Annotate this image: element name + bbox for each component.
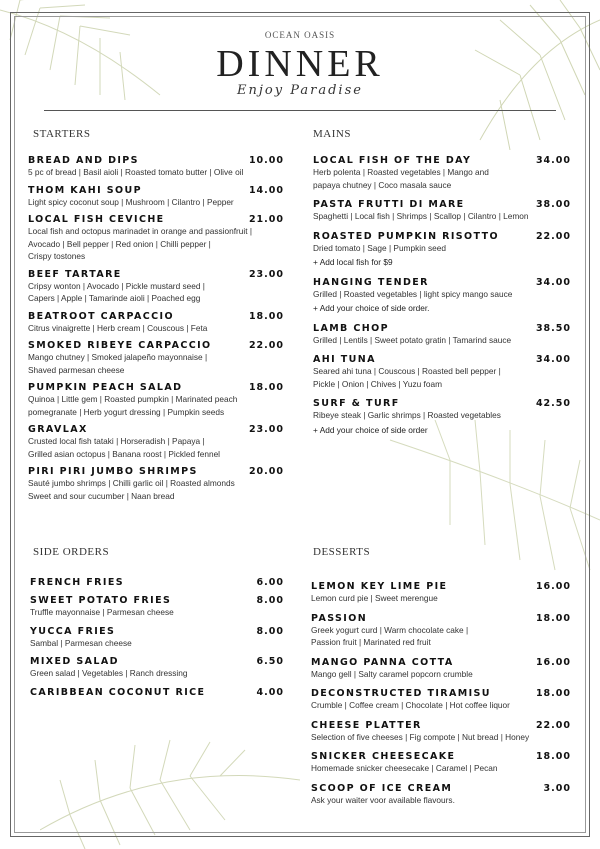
menu-item-description: Spaghetti | Local fish | Shrimps | Scallop | Cilantro | Lemon [313, 211, 529, 221]
menu-item-header [313, 231, 571, 242]
menu-item [28, 311, 284, 335]
menu-item-header [28, 424, 284, 435]
menu-item-price: 18.00 [535, 688, 571, 699]
menu-item-name: ROASTED PUMPKIN RISOTTO [313, 230, 499, 242]
menu-item [311, 581, 571, 605]
menu-item-price: 38.50 [535, 322, 571, 334]
menu-item-price: 16.00 [535, 656, 571, 668]
menu-item-name: BEEF TARTARE [28, 268, 122, 280]
menu-item [311, 657, 571, 681]
tagline: Enjoy Paradise [237, 83, 363, 98]
menu-item-price: 22.00 [248, 340, 284, 351]
menu-item-name: DECONSTRUCTED TIRAMISU [311, 688, 491, 699]
menu-item-header [311, 581, 571, 592]
menu-item-name: SWEET POTATO FRIES [30, 595, 172, 606]
menu-item-price: 6.50 [256, 656, 284, 667]
menu-item-name: PASSION [311, 612, 368, 624]
menu-item-name: AHI TUNA [313, 354, 376, 365]
menu-item-price: 10.00 [248, 155, 284, 166]
starters-list [28, 155, 284, 508]
menu-item-header [28, 269, 284, 280]
menu-item-name: GRAVLAX [28, 424, 88, 435]
menu-item [28, 340, 284, 376]
menu-item-description: Sweet and sour cucumber | Naan bread [28, 490, 175, 501]
menu-item-price: 23.00 [248, 268, 284, 280]
menu-item-description: Greek yogurt curd | Warm chocolate cake | [311, 624, 469, 635]
menu-item-description: Seared ahi tuna | Couscous | Roasted bell pepper | [313, 366, 501, 376]
menu-item [28, 382, 284, 418]
menu-item-description: Grilled asian octopus | Banana roost | Pickled fennel [28, 448, 221, 459]
menu-item [311, 613, 571, 649]
side-orders-heading: SIDE ORDERS [33, 546, 110, 558]
starters-heading: STARTERS [33, 128, 91, 140]
menu-item-description: Grilled | Roasted vegetables | light spicy mango sauce [313, 288, 513, 299]
menu-item [30, 687, 284, 698]
menu-item-description: 5 pc of bread | Basil aioli | Roasted tomato butter | Olive oil [28, 167, 244, 177]
menu-item [313, 199, 571, 223]
menu-item-header [28, 382, 284, 393]
menu-item-price: 34.00 [535, 276, 571, 288]
menu-item-price: 34.00 [535, 155, 571, 166]
menu-item [313, 155, 571, 191]
menu-item-price: 18.00 [535, 751, 571, 762]
menu-item-description: Quinoa | Little gem | Roasted pumpkin | Marinated peach [28, 394, 238, 404]
menu-item-price: 14.00 [248, 184, 284, 196]
menu-item-description: Cripsy wonton | Avocado | Pickle mustard seed | [28, 280, 205, 291]
menu-item [313, 354, 571, 390]
menu-item-description: Sauté jumbo shrimps | Chilli garlic oil | Roasted almonds [28, 478, 235, 488]
menu-item [313, 231, 571, 269]
menu-item-name: PASTA FRUTTI DI MARE [313, 199, 465, 210]
menu-item-price: 16.00 [535, 581, 571, 592]
menu-item-header [313, 398, 571, 409]
menu-item-price: 18.00 [248, 310, 284, 322]
menu-item-name: BEATROOT CARPACCIO [28, 310, 174, 322]
menu-item-name: SURF & TURF [313, 398, 400, 409]
menu-item [313, 277, 571, 315]
menu-item-header [311, 783, 571, 794]
menu-item-description: Light spicy coconut soup | Mushroom | Cilantro | Pepper [28, 196, 234, 207]
menu-item-price: 18.00 [535, 612, 571, 624]
menu-item [311, 783, 571, 807]
menu-item-header [313, 199, 571, 210]
menu-item-note: + Add local fish for $9 [313, 257, 393, 267]
menu-item-name: LAMB CHOP [313, 322, 389, 334]
menu-item [28, 424, 284, 460]
menu-item-header [313, 354, 571, 365]
menu-item-price: 23.00 [248, 424, 284, 435]
side-orders-list [30, 577, 284, 705]
menu-item-header [30, 577, 284, 588]
header-divider [44, 110, 556, 111]
menu-item-description: Lemon curd pie | Sweet merengue [311, 593, 438, 603]
menu-item-header [28, 214, 284, 225]
menu-item-description: Crumble | Coffee cream | Chocolate | Hot coffee liquor [311, 700, 510, 710]
menu-item-name: BREAD AND DIPS [28, 155, 139, 166]
menu-item [28, 214, 284, 263]
menu-item [28, 466, 284, 502]
menu-item-header [28, 311, 284, 322]
menu-item-name: MIXED SALAD [30, 656, 119, 667]
menu-item-price: 38.00 [535, 199, 571, 210]
menu-item-note: + Add your choice of side order. [313, 303, 430, 313]
menu-item [28, 155, 284, 179]
menu-item-description: Green salad | Vegetables | Ranch dressing [30, 668, 188, 678]
menu-item [311, 688, 571, 712]
menu-item-note: + Add your choice of side order [313, 424, 428, 435]
menu-item-header [30, 595, 284, 606]
menu-item-description: Shaved parmesan cheese [28, 364, 125, 375]
menu-item-price: 6.00 [256, 577, 284, 588]
menu-item-name: THOM KAHI SOUP [28, 184, 142, 196]
menu-item-description: Homemade snicker cheesecake | Caramel | Pecan [311, 763, 498, 773]
menu-item-name: HANGING TENDER [313, 276, 429, 288]
menu-item-description: Passion fruit | Marinated red fruit [311, 637, 431, 647]
menu-item [311, 751, 571, 775]
menu-item-name: SCOOP OF ICE CREAM [311, 782, 453, 794]
menu-item-header [311, 613, 571, 624]
menu-item-description: Pickle | Onion | Chives | Yuzu foam [313, 378, 442, 389]
menu-item-price: 18.00 [248, 382, 284, 393]
menu-item-price: 8.00 [256, 595, 284, 606]
menu-item-header [30, 656, 284, 667]
menu-item-price: 42.50 [535, 398, 571, 409]
menu-item-name: CHEESE PLATTER [311, 719, 422, 731]
menu-item-description: Local fish and octopus marinadet in orange and passionfruit | [28, 226, 253, 236]
desserts-heading: DESSERTS [313, 546, 371, 558]
menu-item-description: Crusted local fish tataki | Horseradish | Papaya | [28, 436, 205, 446]
menu-item-name: PUMPKIN PEACH SALAD [28, 382, 183, 393]
menu-item-description: Truffle mayonnaise | Parmesan cheese [30, 607, 174, 617]
menu-item-name: SMOKED RIBEYE CARPACCIO [28, 340, 212, 351]
menu-item-description: Capers | Apple | Tamarinde aioli | Poached egg [28, 293, 201, 303]
menu-item-header [28, 185, 284, 196]
menu-item-header [311, 720, 571, 731]
menu-item-description: Grilled | Lentils | Sweet potato gratin | Tamarind sauce [313, 334, 512, 345]
menu-item-price: 22.00 [535, 719, 571, 731]
desserts-list [311, 581, 571, 814]
menu-item-price: 8.00 [256, 625, 284, 637]
menu-item-description: Dried tomato | Sage | Pumpkin seed [313, 242, 446, 253]
menu-item-header [311, 657, 571, 668]
menu-item-description: Mango gell | Salty caramel popcorn crumble [311, 668, 473, 679]
menu-item [30, 577, 284, 588]
menu-item-name: LOCAL FISH CEVICHE [28, 214, 165, 225]
menu-item-description: Sambal | Parmesan cheese [30, 637, 132, 648]
menu-item-description: Citrus vinaigrette | Herb cream | Couscous | Feta [28, 322, 208, 333]
menu-item-description: Selection of five cheeses | Fig compote | Nut bread | Honey [311, 731, 530, 742]
menu-item [313, 323, 571, 347]
menu-item-name: PIRI PIRI JUMBO SHRIMPS [28, 466, 198, 477]
menu-item-name: LOCAL FISH OF THE DAY [313, 155, 472, 166]
menu-item-description: papaya chutney | Coco masala sauce [313, 179, 452, 190]
menu-item-price: 20.00 [248, 466, 284, 477]
menu-item-header [30, 687, 284, 698]
menu-item-name: SNICKER CHEESECAKE [311, 751, 456, 762]
menu-item [30, 656, 284, 680]
menu-item-description: Ribeye steak | Garlic shrimps | Roasted vegetables [313, 410, 501, 420]
menu-item-price: 3.00 [543, 782, 571, 794]
menu-item [313, 398, 571, 436]
menu-item-price: 4.00 [256, 686, 284, 698]
mains-heading: MAINS [313, 128, 351, 140]
menu-item-price: 22.00 [535, 230, 571, 242]
mains-list [313, 155, 571, 444]
menu-item [30, 626, 284, 650]
menu-item-header [313, 155, 571, 166]
menu-item [311, 720, 571, 744]
menu-item-name: MANGO PANNA COTTA [311, 656, 454, 668]
menu-item-header [28, 466, 284, 477]
menu-item-description: Herb polenta | Roasted vegetables | Mango and [313, 167, 489, 177]
menu-item-description: Avocado | Bell pepper | Red onion | Chilli pepper | [28, 238, 211, 249]
menu-item-header [313, 323, 571, 334]
menu-item-header [313, 277, 571, 288]
menu-item-name: LEMON KEY LIME PIE [311, 581, 448, 592]
menu-item [30, 595, 284, 619]
menu-item-price: 21.00 [248, 214, 284, 225]
menu-item [28, 269, 284, 305]
menu-item-description: pomegranate | Herb yogurt dressing | Pumpkin seeds [28, 406, 225, 417]
menu-item-header [311, 688, 571, 699]
menu-item-header [311, 751, 571, 762]
menu-item-header [28, 340, 284, 351]
menu-item-header [28, 155, 284, 166]
menu-item-description: Ask your waiter voor available flavours. [311, 794, 455, 805]
menu-item-price: 34.00 [535, 354, 571, 365]
menu-item-name: CARIBBEAN COCONUT RICE [30, 686, 206, 698]
menu-item-description: Mango chutney | Smoked jalapeño mayonnaise | [28, 352, 208, 362]
menu-title: DINNER [216, 43, 384, 85]
menu-item-name: FRENCH FRIES [30, 577, 124, 588]
menu-item-name: YUCCA FRIES [30, 625, 116, 637]
menu-item [28, 185, 284, 209]
menu-item-header [30, 626, 284, 637]
menu-item-description: Crispy tostones [28, 251, 86, 261]
restaurant-name: OCEAN OASIS [264, 30, 336, 40]
